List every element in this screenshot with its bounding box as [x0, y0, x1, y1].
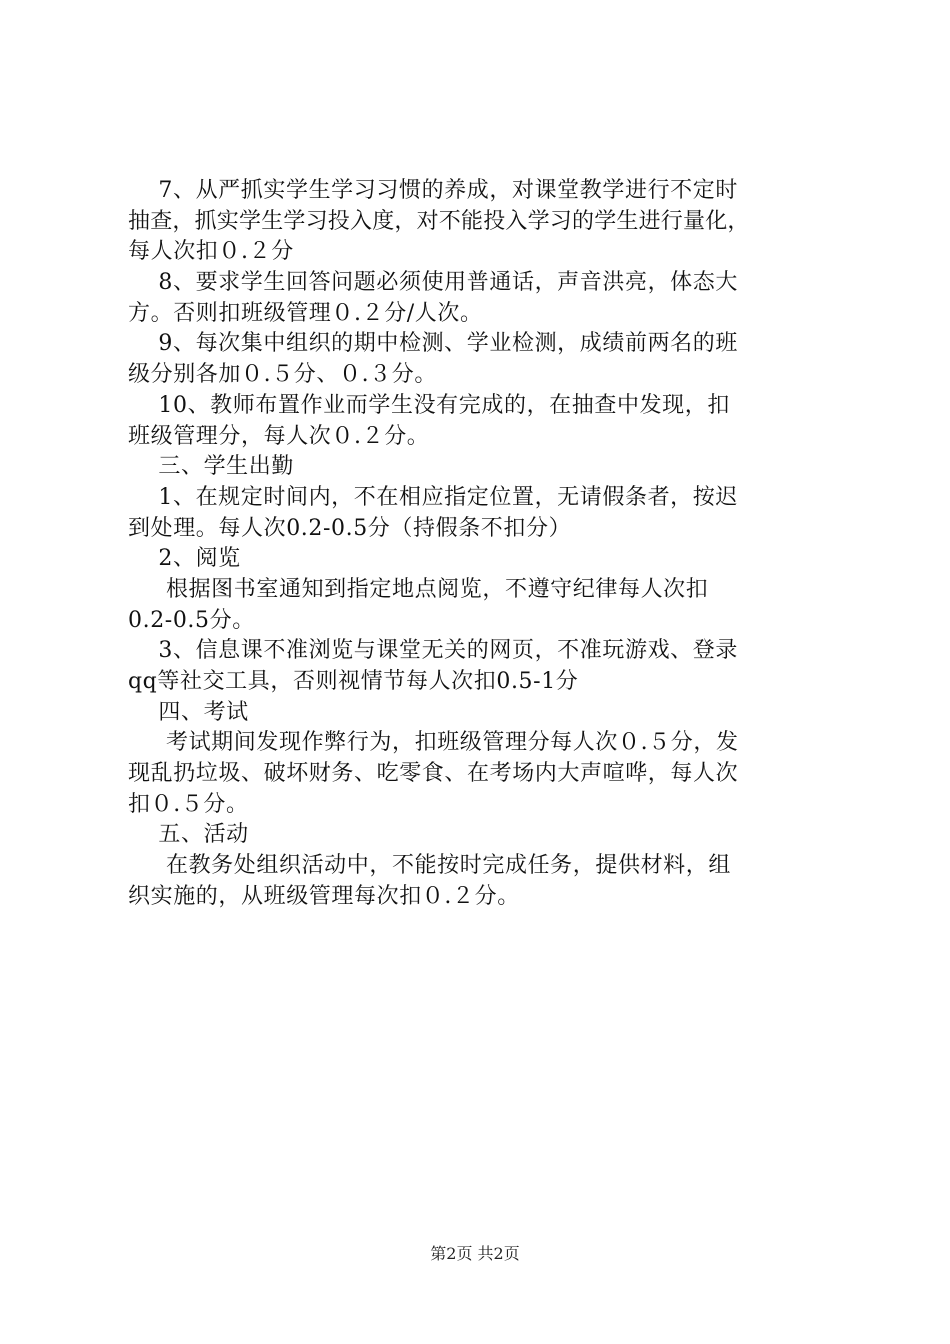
section-heading: 四、考试: [128, 699, 249, 725]
text-line: 班级管理分，每人次０.２分。: [128, 423, 430, 449]
page-number-footer: 第2页 共2页: [430, 1244, 520, 1263]
subsection-heading: 2、阅览: [128, 546, 241, 572]
text-line: 10、教师布置作业而学生没有完成的，在抽查中发现，扣: [128, 392, 730, 418]
text-line: 9、每次集中组织的期中检测、学业检测，成绩前两名的班: [128, 331, 738, 357]
document-body: [128, 176, 838, 913]
text-line: 级分别各加０.５分、０.３分。: [128, 362, 437, 388]
text-line: 抽查，抓实学生学习投入度，对不能投入学习的学生进行量化，: [128, 208, 750, 234]
text-line: 0.2-0.5分。: [128, 607, 255, 633]
text-line: 8、要求学生回答问题必须使用普通话，声音洪亮，体态大: [128, 270, 738, 296]
text-line: 方。否则扣班级管理０.２分/人次。: [128, 300, 483, 326]
section-heading: 五、活动: [128, 822, 249, 848]
text-line: 织实施的，从班级管理每次扣０.２分。: [128, 883, 520, 909]
text-line: 每人次扣０.２分: [128, 239, 294, 265]
text-line: 在教务处组织活动中，不能按时完成任务，提供材料，组: [128, 853, 731, 879]
text-line: 到处理。每人次0.2-0.5分（持假条不扣分）: [128, 515, 572, 541]
text-line: 3、信息课不准浏览与课堂无关的网页，不准玩游戏、登录: [128, 638, 738, 664]
text-line: qq等社交工具，否则视情节每人次扣0.5-1分: [128, 669, 579, 694]
text-line: 1、在规定时间内，不在相应指定位置，无请假条者，按迟: [128, 484, 738, 510]
section-heading: 三、学生出勤: [128, 454, 294, 480]
text-line: 考试期间发现作弊行为，扣班级管理分每人次０.５分，发: [128, 730, 739, 756]
text-line: 现乱扔垃圾、破坏财务、吃零食、在考场内大声喧哗，每人次: [128, 761, 739, 787]
text-line: 根据图书室通知到指定地点阅览，不遵守纪律每人次扣: [128, 576, 709, 602]
text-line: 7、从严抓实学生学习习惯的养成，对课堂教学进行不定时: [128, 178, 738, 203]
text-line: 扣０.５分。: [128, 791, 249, 817]
